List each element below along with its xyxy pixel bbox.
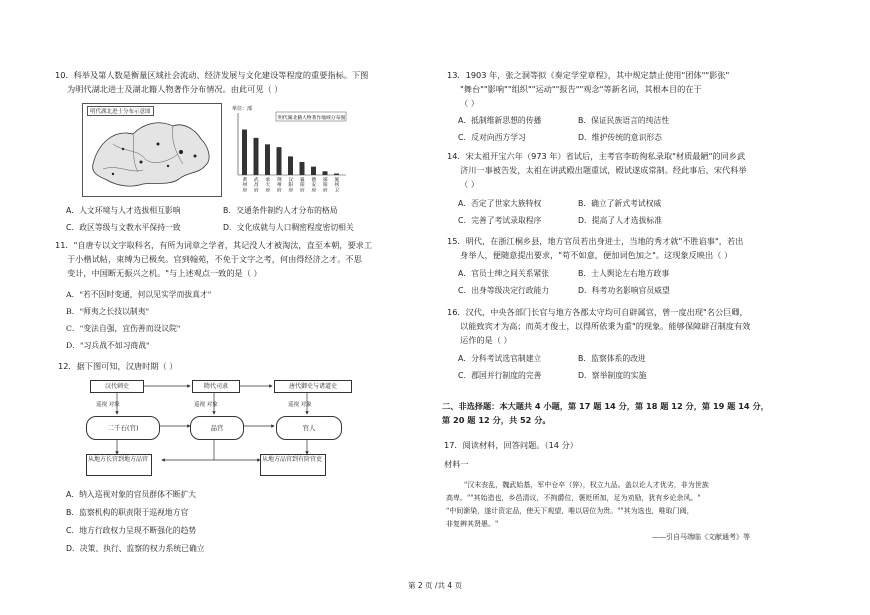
q16-stem-line2: 以能致宾才为高；而英才俊士，以得所依秉为重"的现象。能够保障辟召制度有效 [460,321,751,331]
q17-quote-line1: "汉末丧乱，魏武始基，军中仓卒（猝），权立九品。盖以论人才优劣，非为世族 [464,481,709,489]
q15-option-b[interactable]: B．士人舆论左右地方政事 [578,269,670,278]
bar-label-武昌府: 昌 [254,183,259,189]
bar-label-汉阳府: 阳 [288,183,294,189]
bar-label-襄阳府: 府 [300,188,305,194]
bar-label-襄阳府: 襄 [300,178,305,183]
bar-label-黄州府: 黄 [242,178,248,183]
q10-stem-line2: 为明代湖北进士及湖北籍人物著作分布情况。由此可见（ ） [67,84,283,94]
bar-荆州府 [277,147,282,175]
q12-option-a[interactable]: A．纳入巡视对象的官员群体不断扩大 [66,490,197,499]
bar-label-郧阳府: 阳 [323,183,328,189]
bar-label-承天府: 府 [265,188,271,194]
diagram-top-sui: 隋代司隶 [192,380,240,393]
diagram-top-han: 汉代刺史 [90,380,144,393]
q10-option-d[interactable]: D．文化成就与人口稠密程度密切相关 [223,223,354,232]
q11-option-d[interactable]: D．"习兵战不如习商战" [66,341,150,350]
map-city-dot [167,165,169,167]
q16-option-d[interactable]: D．察举制度的实施 [578,371,647,380]
q15-stem-line1: 15．明代，在浙江桐乡县，地方官员若出身进士，当地的秀才就"不胜谄事"，若出 [447,236,744,246]
bar-label-德安府: 府 [311,188,317,194]
q14-option-b[interactable]: B．确立了新式考试权威 [578,199,662,208]
map-title: 明代湖北进士分布示意图 [87,106,154,116]
bar-武昌府 [254,138,259,175]
q15-option-d[interactable]: D．科考功名影响官员威望 [578,286,670,295]
map-shape [83,104,221,196]
q17-material-label: 材料一 [444,459,469,469]
q16-stem-line3: 运作的是（ ） [460,335,512,345]
q14-stem-line2: 济川一事被告发，太祖在讲武殿出题重试，殿试遂成常制。经此事后，宋代科举 [460,165,747,175]
q11-option-a[interactable]: A．"若不因时变通，何以见实学而拔真才" [66,290,212,299]
map-city-dot [122,148,124,150]
q17-stem: 17．阅读材料，回答问题。（14 分） [444,440,578,450]
diagram-label-2: 巡视 对象 [194,402,218,408]
bar-label-黄州府: 府 [242,188,248,194]
map-city-dot [140,161,143,164]
q17-quote-line4: 非复辨其贤愚。" [446,520,499,528]
bar-label-施州卫: 州 [334,183,340,189]
bar-汉阳府 [288,156,293,175]
q13-stem-line1: 13．1903 年，张之洞等拟《奏定学堂章程》，其中规定禁止使用"团体""影张" [447,70,730,80]
q16-option-c[interactable]: C．郡国并行制度的完善 [458,371,542,380]
q12-option-d[interactable]: D．决策、执行、监察的权力系统已确立 [66,544,205,553]
map-city-dot [112,173,114,175]
q14-stem-line1: 14．宋太祖开宝六年（973 年）省试后，主考官李昉徇私录取"材质最陋"的同乡武 [447,151,746,161]
bar-label-承天府: 天 [265,183,271,189]
q10-stem-line1: 10．科举及第人数是衡量区域社会流动、经济发展与文化建设等程度的重要指标。下图 [55,70,369,80]
bar-label-施州卫: 卫 [334,188,340,194]
bar-承天府 [265,144,270,175]
q11-stem-line2: 于小楷试帖，束缚为已极矣。官到翰苑，不免于文字之考，何由得经济之才。不思 [67,254,362,264]
diagram-label-1: 巡视 对象 [96,402,120,408]
bar-label-荆州府: 府 [277,188,282,194]
chart-unit: 单位：部 [232,106,253,112]
map-city-dot [179,150,183,154]
bar-chart-svg [228,103,348,198]
q11-option-c[interactable]: C．"变法自强，宜伤善而设议院" [66,324,181,333]
map-city-dot [157,143,160,146]
q13-stem-line2: "舞台""影响""组织""运动""报告""观念"等新名词，其根本目的在于 [460,84,702,94]
q14-option-a[interactable]: A．否定了世家大族特权 [458,199,542,208]
hubei-map [82,103,222,197]
q14-stem-line3: （ ） [460,179,479,189]
q13-option-c[interactable]: C．反对向西方学习 [458,133,526,142]
diagram-bottom-left: 从地方长官到地方品官 [86,454,152,476]
q16-stem-line1: 16．汉代，中央各部门长官与地方各郡太守均可自辟属官，曾一度出现"名公巨卿， [447,307,748,317]
q14-option-d[interactable]: D．提高了人才选拔标准 [578,216,662,225]
q10-option-c[interactable]: C．政区等级与文教水平保持一致 [66,223,181,232]
q16-option-b[interactable]: B．监察体系的改进 [578,354,646,363]
section2-line2: 第 20 题 12 分，共 52 分。 [442,415,551,425]
diagram-label-3: 巡视 对象 [288,402,312,408]
q10-option-b[interactable]: B．交通条件制约人才分布的格局 [223,206,338,215]
bar-施州卫 [334,174,339,175]
bar-襄阳府 [300,162,305,175]
bar-黄州府 [242,130,247,176]
bar-label-承天府: 承 [265,178,271,183]
diagram-bottom-right: 从地方品官到有阶官吏 [260,454,326,476]
q12-stem: 12．据下图可知，汉唐时期（ ） [58,361,178,371]
bar-label-汉阳府: 汉 [288,178,294,183]
q12-option-c[interactable]: C．地方行政权力呈现不断强化的趋势 [66,526,197,535]
q11-stem-line1: 11．"自唐专以文字取科名，有所为词章之学者，其记没人才被淘汰，直至本朝，要求工 [55,240,373,250]
bar-label-汉阳府: 府 [288,188,294,194]
bar-label-德安府: 安 [311,183,317,189]
bar-label-襄阳府: 阳 [300,183,305,189]
section2-line1: 二、非选择题：本大题共 4 小题，第 17 题 14 分，第 18 题 12 分，第 19 题 14 分， [442,401,769,411]
q11-stem-line3: 变计，中国断无振兴之机。"与上述观点一致的是（ ） [67,268,262,278]
q15-stem-line2: 身举人，便随意提出要求，"苟不如意，便加词色加之"。这现象反映出（ ） [460,250,733,260]
bar-label-德安府: 德 [311,178,317,183]
q16-option-a[interactable]: A．分科考试选官制建立 [458,354,542,363]
diagram-cylinder-tang: 官人 [276,416,342,440]
diagram-top-tang: 唐代御史与诸道史 [274,380,352,393]
q14-option-c[interactable]: C．完善了考试录取程序 [458,216,542,225]
q15-option-a[interactable]: A．官员士绅之间关系紧张 [458,269,550,278]
q17-source: ——引自马端临《文献通考》等 [652,533,750,541]
bar-label-郧阳府: 郧 [323,178,328,183]
q11-option-b[interactable]: B．"师夷之长技以制夷" [66,307,150,316]
q13-option-a[interactable]: A．抵制维新思想的传播 [458,116,542,125]
bar-郧阳府 [323,171,328,175]
works-bar-chart [228,103,348,198]
bar-label-武昌府: 武 [254,178,259,183]
diagram-cylinder-han: 二千石(官) [86,416,160,440]
q10-option-a[interactable]: A．人文环境与人才选拔相互影响 [66,206,181,215]
q17-quote-line2: 高卑。""其始造也，乡邑清议，不拘爵位，褒贬所加，足为劝励，犹有乡论余风。" [446,494,701,502]
q13-option-b[interactable]: B．保证民族语言的纯洁性 [578,116,670,125]
bar-label-施州卫: 施 [334,178,340,183]
q12-diagram [82,378,362,478]
q13-option-d[interactable]: D．维护传统的意识形态 [578,133,662,142]
chart-title: 明代湖北籍人物著作地域分布图 [278,116,346,121]
map-city-dot [194,155,197,158]
bar-label-荆州府: 州 [277,183,282,189]
q17-quote-line3: "中间渐染，遂计资定品，使天下观望，唯以居位为贵。""其为选也，唯取门阀， [446,507,694,515]
bar-label-荆州府: 荆 [277,178,282,183]
q13-stem-line3: （ ） [460,98,479,108]
bar-label-武昌府: 府 [254,188,259,194]
q15-option-c[interactable]: C．出身等级决定行政能力 [458,286,550,295]
bar-德安府 [311,167,316,175]
bar-label-郧阳府: 府 [323,188,328,194]
bar-label-黄州府: 州 [242,183,248,189]
q12-option-b[interactable]: B．监察机构的职责限于巡视地方官 [66,508,189,517]
page-footer: 第 2 页 /共 4 页 [408,581,462,590]
diagram-cylinder-sui: 品官 [190,416,244,440]
